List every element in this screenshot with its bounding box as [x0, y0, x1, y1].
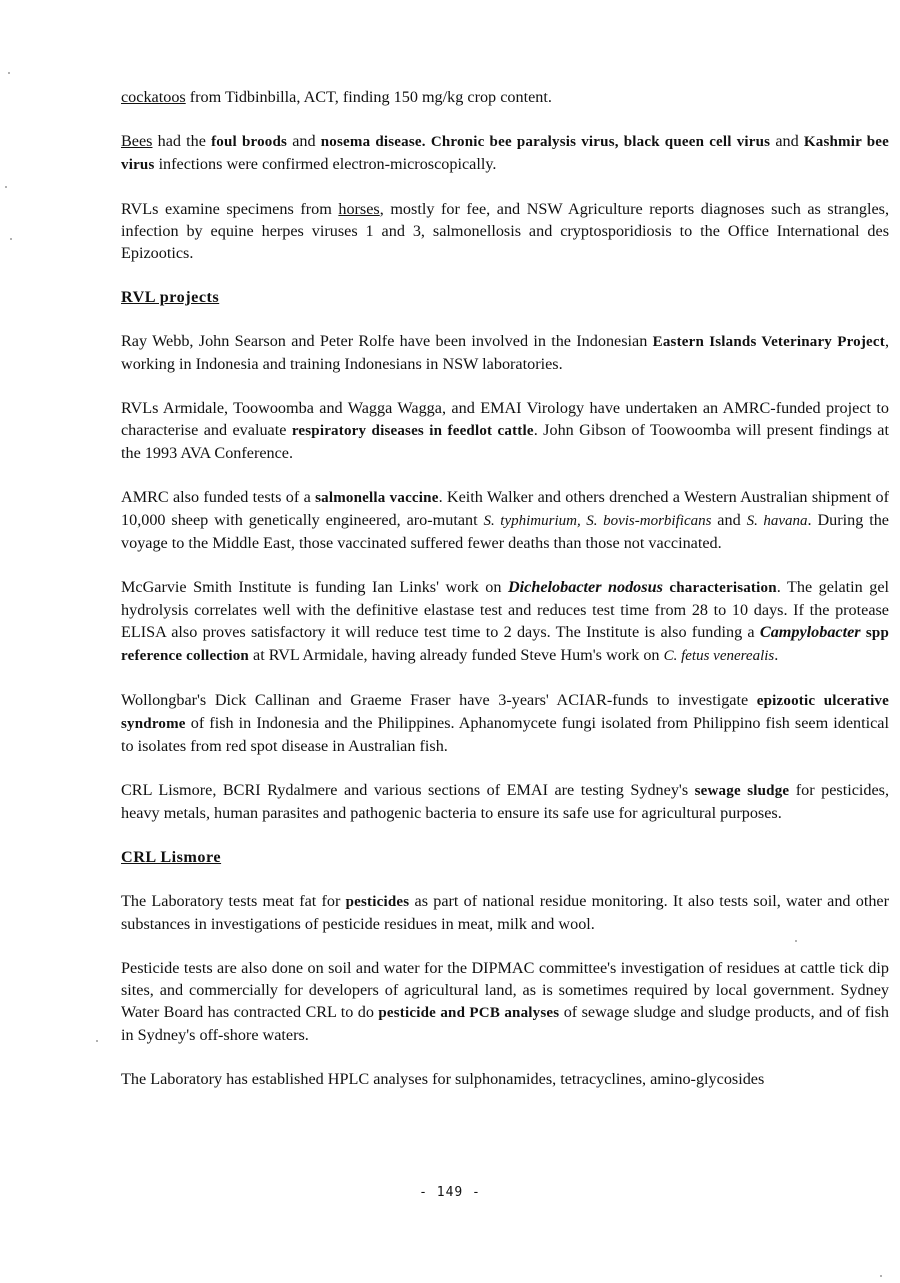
paragraph-mcgarvie-smith [121, 576, 889, 667]
text-run: The Laboratory tests meat fat for [121, 892, 346, 910]
bold-term: respiratory diseases in feedlot cattle [291, 423, 534, 439]
italic-term: C. fetus venerealis [663, 648, 775, 664]
italic-term: S. havana [746, 513, 808, 529]
bold-term: salmonella vaccine [315, 490, 439, 506]
text-run: CRL Lismore, BCRI Rydalmere and various sections of EMAI are testing Sydney's [121, 781, 695, 799]
text-run: AMRC also funded tests of a [121, 488, 316, 506]
text-run: The Laboratory has established HPLC analyses for sulphonamides, tetracyclines, amino-glycosides [121, 1070, 765, 1088]
scan-speck [5, 186, 7, 188]
text-run: of sewage sludge and sludge products, and of fish in Sydney's off-shore waters. [121, 1003, 890, 1044]
text-run: . Keith Walker and others drenched a Western Australian shipment of 10,000 sheep with genetically engineered, aro-mutant [121, 488, 890, 529]
underlined-term: horses [338, 200, 380, 218]
page-number: - 149 - [419, 1185, 481, 1200]
scan-speck [96, 1040, 98, 1042]
paragraph-sewage-sludge [121, 779, 889, 824]
text-run: RVLs examine specimens from [121, 200, 339, 218]
paragraph-salmonella-vaccine [121, 486, 889, 554]
bold-term: spp reference collection [121, 625, 889, 664]
bold-term: characterisation [669, 580, 777, 596]
paragraph-hplc [121, 1068, 889, 1090]
text-run: infections were confirmed electron-microscopically. [154, 155, 497, 173]
scan-speck [880, 1275, 882, 1277]
text-run: McGarvie Smith Institute is funding Ian Links' work on [121, 578, 508, 596]
text-run: . During the voyage to the Middle East, those vaccinated suffered fewer deaths than those not vaccinated. [121, 511, 889, 552]
scan-speck [8, 72, 10, 74]
section-heading-crl-lismore: CRL Lismore [121, 848, 222, 866]
text-run: Ray Webb, John Searson and Peter Rolfe have been involved in the Indonesian [121, 332, 653, 350]
bold-term: pesticide and PCB analyses [378, 1005, 560, 1021]
text-run: and [770, 132, 804, 150]
paragraph-cockatoos [121, 86, 889, 108]
paragraph-eastern-islands [121, 330, 889, 375]
text-run: . The gelatin gel hydrolysis correlates well with the definitive elastase test and reduces test time from 28 to 10 days. If the protease ELISA also proves satisfactory it will reduce test time to 2 days. The Institute is also funding a [121, 578, 890, 641]
text-run: as part of national residue monitoring. It also tests soil, water and other substances in investigations of pesticide residues in meat, milk and wool. [121, 892, 889, 933]
paragraph-bees [121, 130, 889, 176]
bold-term: sewage sludge [694, 783, 790, 799]
text-run: had the [152, 132, 212, 150]
text-run: , working in Indonesia and training Indonesians in NSW laboratories. [121, 332, 890, 373]
paragraph-amrc-project [121, 397, 889, 464]
paragraph-horses [121, 198, 889, 264]
section-heading-rvl-projects: RVL projects [121, 288, 220, 306]
text-run: of fish in Indonesia and the Philippines. Aphanomycete fungi isolated from Philippino fish seem identical to isolates from red spot disease in Australian fish. [121, 714, 889, 755]
text-run: , mostly for fee, and NSW Agriculture reports diagnoses such as strangles, infection by equine herpes viruses 1 and 3, salmonellosis and cryptosporidiosis to the Office International des Epizootics. [121, 200, 890, 262]
scan-speck [10, 238, 12, 240]
text-run: Pesticide tests are also done on soil and water for the DIPMAC committee's investigation of residues at cattle tick dip sites, and commercially for developers of agricultural land, as is sometimes required by local government. Sydney Water Board has contracted CRL to do [121, 959, 889, 1021]
bold-term: Chronic bee paralysis virus, black queen cell virus [430, 134, 771, 150]
bold-term: Kashmir bee virus [121, 134, 890, 173]
page-body [121, 86, 889, 1112]
text-run: and [711, 511, 747, 529]
bold-term: epizootic ulcerative syndrome [121, 693, 889, 732]
text-run: RVLs Armidale, Toowoomba and Wagga Wagga, and EMAI Virology have undertaken an AMRC-funded project to characterise and evaluate [121, 399, 889, 439]
underlined-term: Bees [121, 132, 153, 150]
text-run: from Tidbinbilla, ACT, finding 150 mg/kg crop content. [185, 88, 552, 106]
scan-speck [795, 940, 797, 942]
text-run: for pesticides, heavy metals, human parasites and pathogenic bacteria to ensure its safe use for agricultural purposes. [121, 781, 889, 822]
text-run: at RVL Armidale, having already funded Steve Hum's work on [248, 646, 664, 664]
underlined-term: cockatoos [121, 88, 186, 106]
bold-term: nosema disease. [320, 134, 426, 150]
bold-italic-term: Dichelobacter nodosus [507, 578, 663, 596]
text-run: . John Gibson of Toowoomba will present findings at the 1993 AVA Conference. [121, 421, 889, 462]
text-run: and [287, 132, 321, 150]
paragraph-meat-fat [121, 890, 889, 935]
italic-term: S. typhimurium, S. bovis-morbificans [483, 513, 712, 529]
paragraph-wollongbar [121, 689, 889, 757]
bold-term: pesticides [345, 894, 410, 910]
bold-term: Eastern Islands Veterinary Project [652, 334, 885, 350]
bold-italic-term: Campylobacter [759, 623, 861, 641]
bold-term: foul broods [211, 134, 288, 150]
text-run: . [774, 646, 779, 664]
text-run: Wollongbar's Dick Callinan and Graeme Fraser have 3-years' ACIAR-funds to investigate [121, 691, 757, 709]
paragraph-pesticide-tests [121, 957, 889, 1046]
